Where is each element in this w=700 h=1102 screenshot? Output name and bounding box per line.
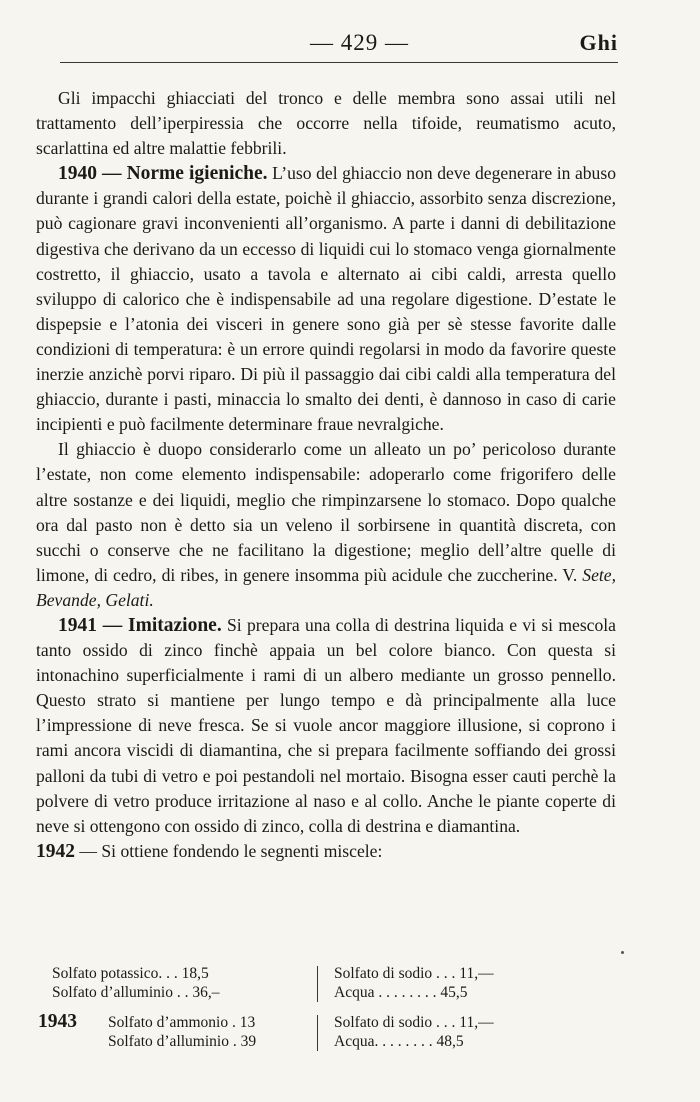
see-also-prefix: V.	[562, 564, 578, 585]
paragraph-text: Gli impacchi ghiacciati del tronco e delle membra sono assai utili nel trattamento dell’iperpiressia che occorre nella tifoide, reumatismo acuto, scarlattina ed altre malattie febbrili.	[36, 88, 616, 159]
mixture-row: Solfato d’alluminio . . 36,–	[52, 984, 220, 1001]
mixture-right-column	[334, 964, 494, 1002]
paragraph-text: Si prepara una colla di destrina liquida e vi si mescola tanto ossido di zinco finchè appaia un bel colore bianco. Con questa si intonachino superficialmente i rami di un albero mediante un grosso pennello. Questo strato si mantiene per lungo tempo e dà principalmente alla luce l’impressione di neve fresca. Se si vuole ancor maggiore illusione, si coprono i rami ancora viscidi di diamantina, che si prepara facilmente soffiando dei grossi palloni da tubi di vetro e poi pestandoli nel mortaio. Bisogna esser cauti perchè la polvere di vetro produce irritazione al naso e al collo. Anche le piante coperte di neve si ottengono con ossido di zinco, colla di destrina e diamantina.	[36, 614, 616, 836]
paragraph-ghiaccio	[36, 437, 616, 613]
page-number: — 429 —	[310, 30, 409, 55]
entry-number: 1943	[38, 1011, 77, 1032]
paragraph-text: L’uso del ghiaccio non deve degenerare in abuso durante i grandi calori della estate, poichè il ghiaccio, assorbito senza discrezione, può cagionare gravi inconvenienti all’organismo. A parte i danni di debilitazione digestiva che derivano da un eccesso di liquidi cui lo stomaco venga giornalmente costretto, il ghiaccio, usato a tavola e alternato ai cibi caldi, arresta quello sviluppo di calorico che è indispensabile ad una regolare digestione. D’estate le dispepsie e l’atonia dei visceri in genere sono già per sè stesse favorite dalle condizioni di temperatura: è un errore quindi regolarsi in modo da favorire queste inerzie anzichè porvi riparo. Di più il passaggio dai cibi caldi alla temperatura del ghiaccio, durante i pasti, minaccia lo smalto dei denti, è dannoso in caso di carie incipienti e può facilmente determinare fraue nevralgiche.	[36, 163, 617, 435]
mixture-row: Solfato potassico. . . 18,5	[52, 965, 209, 982]
entry-1942	[36, 839, 616, 864]
mixture-row: Acqua. . . . . . . . 48,5	[334, 1033, 464, 1050]
paragraph-text: Il ghiaccio è duopo considerarlo come un alleato un po’ pericoloso durante l’estate, non come elemento indispensabile: adoperarlo come frigorifero delle altre sostanze e dei liquidi, meglio che rimpinzarsene lo stomaco. Dopo qualche ora dal pasto non è detto sia un veleno il sorbirsene in quantità discreta, con succhi o conserve che ne facilitano la digestione; meglio dell’altre quelle di limone, di cedro, di ribes, in genere insomma più acidule che zuccherine.	[36, 439, 616, 585]
running-head: Ghi	[579, 30, 618, 55]
body-text	[36, 86, 616, 864]
see-also-refs: Sete, Bevande, Gelati.	[36, 564, 616, 610]
mixture-row: Solfato d’ammonio . 13	[108, 1014, 256, 1031]
paragraph-text: — Si ottiene fondendo le segnenti miscele:	[79, 840, 383, 861]
paragraph-intro	[36, 86, 616, 161]
mixture-right-column	[334, 1013, 494, 1051]
mixture-row: Solfato di sodio . . . 11,—	[334, 965, 494, 982]
mixture-left-column	[108, 1013, 256, 1051]
mixture-row: Acqua . . . . . . . . 45,5	[334, 984, 468, 1001]
mixture-row: Solfato di sodio . . . 11,—	[334, 1014, 494, 1031]
entry-1940	[36, 161, 616, 437]
ink-speck	[621, 951, 624, 954]
entry-title: 1942	[36, 840, 75, 862]
mixture-row: Solfato d’alluminio . 39	[108, 1033, 257, 1050]
mixture-left-column	[52, 964, 219, 1002]
header-rule	[60, 62, 618, 63]
page-header	[40, 28, 618, 60]
column-divider	[317, 966, 318, 1002]
entry-title: 1940 — Norme igieniche.	[58, 163, 268, 185]
entry-title: 1941 — Imitazione.	[58, 614, 222, 636]
column-divider	[317, 1015, 318, 1051]
entry-1941	[36, 613, 616, 839]
